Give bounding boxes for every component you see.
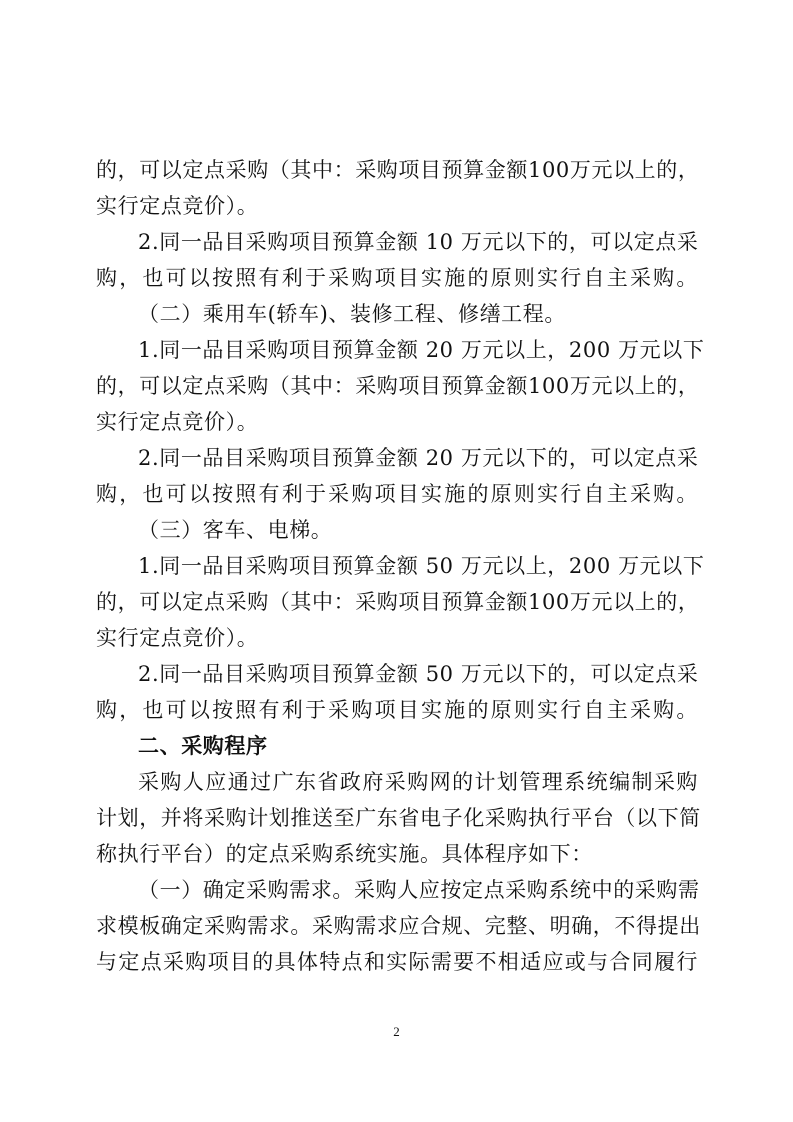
section-subheading: （二）乘用车(轿车)、装修工程、修缮工程。: [138, 302, 566, 326]
paragraph-line: （一）确定采购需求。采购人应按定点采购系统中的采购需: [138, 878, 700, 902]
paragraph-line: 购，也可以按照有利于采购项目实施的原则实行自主采购。: [96, 698, 698, 722]
paragraph-line: 的，可以定点采购（其中：采购项目预算金额100万元以上的，: [96, 158, 700, 182]
paragraph-line: 采购人应通过广东省政府采购网的计划管理系统编制采购: [138, 770, 698, 794]
paragraph-line: 计划，并将采购计划推送至广东省电子化采购执行平台（以下简: [96, 806, 701, 830]
paragraph-line: 购，也可以按照有利于采购项目实施的原则实行自主采购。: [96, 266, 698, 290]
paragraph-line: 购，也可以按照有利于采购项目实施的原则实行自主采购。: [96, 482, 698, 506]
paragraph-line: 2.同一品目采购项目预算金额 50 万元以下的，可以定点采: [138, 662, 699, 686]
paragraph-line: 的，可以定点采购（其中：采购项目预算金额100万元以上的，: [96, 590, 700, 614]
paragraph-line: 与定点采购项目的具体特点和实际需要不相适应或与合同履行: [96, 950, 698, 974]
paragraph-line: 2.同一品目采购项目预算金额 20 万元以下的，可以定点采: [138, 446, 699, 470]
paragraph-line: 的，可以定点采购（其中：采购项目预算金额100万元以上的，: [96, 374, 700, 398]
paragraph-line: 2.同一品目采购项目预算金额 10 万元以下的，可以定点采: [138, 230, 699, 254]
paragraph-line: 实行定点竞价）。: [96, 194, 259, 218]
paragraph-line: 1.同一品目采购项目预算金额 20 万元以上，200 万元以下: [138, 338, 705, 362]
section-heading: 二、采购程序: [138, 734, 268, 758]
paragraph-line: 求模板确定采购需求。采购需求应合规、完整、明确，不得提出: [96, 914, 701, 938]
section-subheading: （三）客车、电梯。: [138, 518, 333, 542]
page-number: 2: [393, 1024, 400, 1039]
paragraph-line: 1.同一品目采购项目预算金额 50 万元以上，200 万元以下: [138, 554, 705, 578]
paragraph-line: 实行定点竞价）。: [96, 410, 259, 434]
paragraph-line: 称执行平台）的定点采购系统实施。具体程序如下：: [96, 842, 593, 866]
paragraph-line: 实行定点竞价）。: [96, 626, 259, 650]
